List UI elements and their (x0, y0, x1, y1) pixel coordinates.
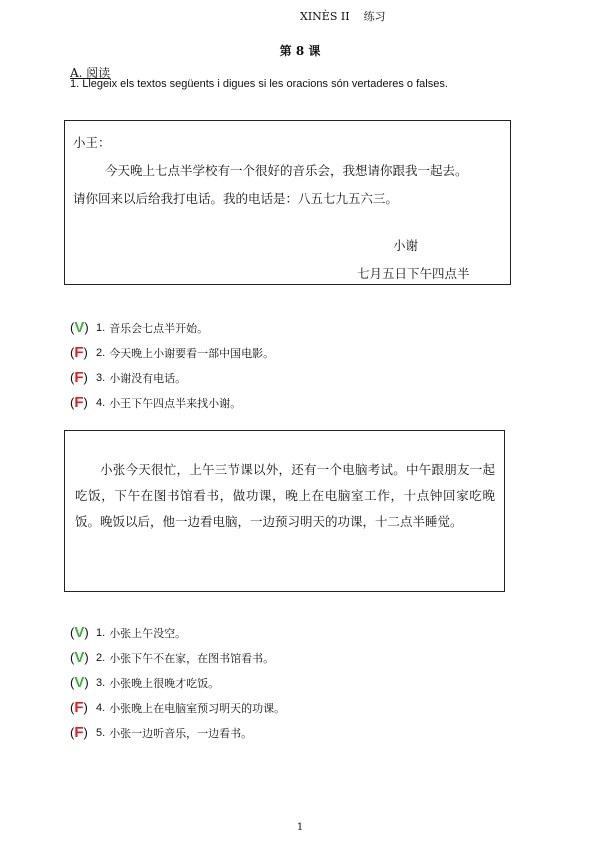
check-mark: V (74, 624, 85, 641)
question-number: 1. (96, 321, 106, 334)
answer-mark: (F) (70, 369, 88, 386)
question-number: 3. (96, 371, 106, 384)
question-text: 音乐会七点半开始。 (109, 321, 209, 335)
answer-mark: (F) (70, 344, 88, 361)
text2-paragraph: 小张今天很忙，上午三节课以外，还有一个电脑考试。中午跟朋友一起吃饭，下午在图书馆看书，做功课，晚上在电脑室工作，十点钟回家吃晚饭。晚饭以后，他一边看电脑，一边预习明天的功课，十二点半睡觉。 (75, 462, 495, 529)
check-mark: V (74, 674, 85, 691)
question-number: 5. (96, 726, 106, 739)
question-text: 小张下午不在家，在图书馆看书。 (109, 651, 275, 665)
text1-date: 七月五日下午四点半 (357, 266, 470, 281)
question-text: 小王下午四点半来找小谢。 (109, 396, 242, 410)
section-title: A. 阅读 (70, 66, 111, 80)
answer-mark: (V) (70, 674, 89, 691)
question-number: 4. (96, 701, 106, 714)
answer-mark: (F) (70, 699, 88, 716)
lesson-title: 第 8 课 (279, 44, 321, 58)
question-item (70, 699, 285, 716)
reading-text-1 (64, 120, 511, 285)
text1-line-1: 今天晚上七点半学校有一个很好的音乐会，我想请你跟我一起去。 (105, 163, 468, 178)
header-label: 练习 (363, 10, 386, 23)
question-number: 4. (96, 396, 106, 409)
question-number: 2. (96, 651, 106, 664)
question-text: 小谢没有电话。 (109, 371, 187, 385)
false-mark: F (74, 394, 84, 411)
text1-line-2: 请你回来以后给我打电话。我的电话是：八五七九五六三。 (73, 191, 399, 206)
answer-mark: (F) (70, 724, 88, 741)
question-number: 2. (96, 346, 106, 359)
answer-mark: (V) (70, 319, 89, 336)
question-item (70, 624, 186, 641)
question-text: 今天晚上小谢要看一部中国电影。 (109, 346, 275, 360)
false-mark: F (74, 724, 84, 741)
course-name: XINÈS II (300, 10, 350, 23)
answer-mark: (V) (70, 624, 89, 641)
question-text: 小张晚上很晚才吃饭。 (109, 676, 220, 690)
false-mark: F (74, 344, 84, 361)
question-number: 3. (96, 676, 106, 689)
check-mark: V (74, 319, 85, 336)
page-number: 1 (296, 822, 304, 833)
answer-mark: (V) (70, 649, 89, 666)
false-mark: F (74, 369, 84, 386)
question-item (70, 369, 186, 386)
question-item (70, 724, 252, 741)
check-mark: V (74, 649, 85, 666)
question-text: 小张上午没空。 (109, 626, 187, 640)
question-item (70, 319, 208, 336)
question-item (70, 394, 241, 411)
instruction-text: 1. Llegeix els textos següents i digues si les oracions són vertaderes o falses. (70, 78, 448, 90)
answer-mark: (F) (70, 394, 88, 411)
question-item (70, 674, 219, 691)
false-mark: F (74, 699, 84, 716)
question-text: 小张一边听音乐，一边看书。 (109, 726, 253, 740)
page-header (300, 8, 500, 24)
reading-text-2 (64, 430, 505, 592)
text1-greeting: 小王： (73, 135, 111, 150)
question-item (70, 344, 274, 361)
text1-signature: 小谢 (393, 238, 419, 253)
question-number: 1. (96, 626, 106, 639)
question-item (70, 649, 274, 666)
question-text: 小张晚上在电脑室预习明天的功课。 (109, 701, 286, 715)
